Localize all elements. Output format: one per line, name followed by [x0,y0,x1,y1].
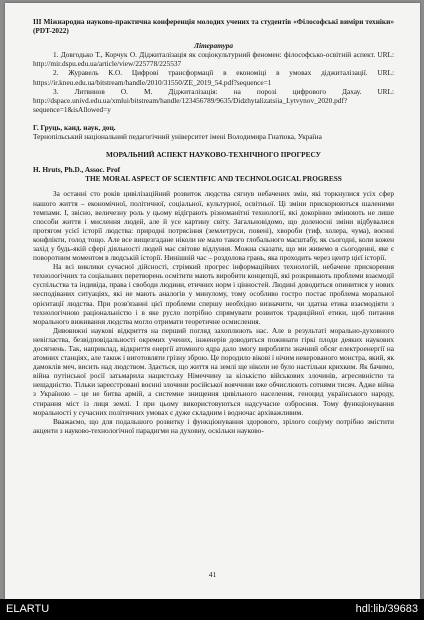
article-title-en: THE MORAL ASPECT OF SCIENTIFIC AND TECHNOLOGICAL PROGRESS [85,174,342,184]
body-paragraph: Вважаємо, що для подальшого розвитку і функціонування здорового, зрілого соціуму потрібно змістити акценти з науково-технологічної парадигми на духовну, оскільки науково- [33,416,394,435]
reference-item: 1. Довгодько Т., Корчук О. Діджиталізація як соціокультурний феномен: філософсько-освітній аспект. URL: http://mir.dspu.edu.ua/article/view/225778/225537 [33,50,394,69]
footer-handle-label: hdl:lib/39683 [355,603,418,615]
page-number: 41 [208,570,217,579]
reference-item: 3. Литвинов О. М. Діджиталізація: на порозі цифрового Дахау. URL: http://dspace.univd.edu.ua/xmlui/bitstream/handle/123456789/9635/Didzhytalizatsiia_Lytvynov_2020.pdf?sequence=1&isAllowed=y [33,86,394,114]
conference-header: III Міжнародна науково-практична конференція молодих учених та студентів «Філософські виміри техніки» (PDT-2022) [33,17,394,36]
author-name-ua: Г. Груць, канд. наук, доц. [33,122,116,132]
body-paragraph: На всі виклики сучасної дійсності, стрімкий прогрес інформаційних технологій, небачене прискорення технологічних та соціальних перетворень осмітити мають виробити концепції, які розкривають проблеми взаємодії суспільства та індивіда, права і свободи людини, етичних норм і цінностей. Людині доводиться опинитися у нових несподіваних ситуаціях, які не мають аналогів у минулому, тому особливо гостро постає проблема моральної орієнтації людства. При розв'язанні цієї проблеми спершу необхідно визначити, чи здатна етика взаємодіяти з технологічною раціональністю і в яке русло потрібно спрямувати розвиток традиційної етики, щоб питання морального виживання людства могло отримати теоретичне осмислення. [33,262,394,326]
references-title: Література [193,41,234,51]
footer-repository-label: ELARTU [6,603,50,615]
body-paragraph: Дивовижні наукові відкриття на перший погляд захоплюють нас. Але в результаті морально-духовного невігластва, безвідповідальності окремих учених, інженерів доводиться пожинати гіркі плоди деяких наукових досягнень. Так, наприклад, відкриття енергії атомного ядра дало змогу виробляти значний обсяг електроенергії на атомних станціях, але також і виготовляти грізну зброю. Це породило вікові і нічим некерованого монстра, який, як дамоклів меч, висить над людством. Здається, що життя на землі ще ніколи не було настільки крихким. Як бачимо, війна путінської росії затьмарила нацистську Німеччину за кількістю військових злочинів, агресивністю та нещадністю. Тільки зареєстровані воєнні злочини російської вояччини вже обчислюють сотнями тисяч. Адже війна з Україною – це не битва армій, а системне знищення цивільного населення, геноцид українського народу, стирання міст із лиця землі. І при цьому використовуються надсучасне озброєння. Тому функціонування моральності у сучасних політичних умовах є дуже складним і водночас архіважливим. [33,325,394,417]
author-affiliation: Тернопільський національний педагогічний університет імені Володимира Гнатюка, Україна [33,132,322,142]
body-paragraph: За останні сто років цивілізаційний розвиток людства сягнув небачених змін, які торкнулися усіх сфер нашого життя – економічної, політичної, соціальної, культурної, освітньої. Ці зміни прискорюються шаленими темпами. І, звісно, величезну роль у цьому відіграють різноманітні технології, які докорінно змінюють не лише способи життя і мислення людей, але й усе картину світу. Загальновідомо, що доленосні зміни відбувалися протягом усієї історії людства: природні потрясіння (землетруси, повені), хвороби (тиф, холера, чума), воєнні конфлікти, голод тощо. Але все вищезгадане ніколи не мало такого глобального масштабу, як сьогодні, коли кожен захід у будь-якій сфері діяльності людей має світове відлуння. Можна сказати, що ми живемо в сьогоденні, яке є поворотним моментом в людській історії. Нинішній час – роздолова грань, яка проходить через центр цієї історії. [33,189,394,263]
article-title-ua: МОРАЛЬНИЙ АСПЕКТ НАУКОВО-ТЕХНІЧНОГО ПРОГРЕСУ [105,150,322,160]
page-content [33,17,394,435]
document-page [5,3,420,599]
author-name-en: H. Hruts, Ph.D., Assoc. Prof [33,165,121,175]
reference-item: 2. Журавель К.О. Цифрові трансформації в економіці в умовах діджиталізації. URL: https://ir.kneu.edu.ua/bitstream/handle/2010/31550/ZE_2019_54.pdf?sequence=1 [33,68,394,87]
footer-bar [0,599,424,620]
